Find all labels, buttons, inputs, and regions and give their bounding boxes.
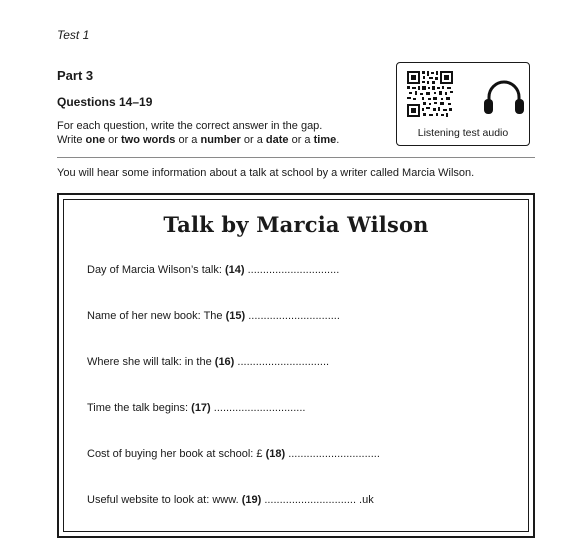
instruction-text: or	[105, 134, 121, 146]
question-label: Time the talk begins:	[87, 402, 189, 414]
question-label: Day of Marcia Wilson’s talk:	[87, 264, 222, 276]
question-16-item	[87, 356, 329, 368]
instruction-emphasis: time	[313, 134, 337, 146]
question-number: (14)	[224, 264, 245, 276]
answer-gap[interactable]: ..............................	[248, 310, 340, 322]
part-title: Part 3	[57, 68, 94, 83]
instruction-text: .	[336, 134, 340, 146]
question-label: Where she will talk: in the	[87, 356, 212, 368]
question-number: (15)	[225, 310, 246, 322]
instruction-emphasis: number	[200, 134, 241, 146]
question-19-item	[87, 494, 374, 506]
questions-range: Questions 14–19	[57, 95, 153, 109]
answer-gap[interactable]: ..............................	[237, 356, 330, 368]
section-divider	[57, 157, 535, 158]
question-17-item	[87, 402, 305, 414]
answer-gap[interactable]: ..............................	[247, 264, 340, 276]
question-15-item	[87, 310, 340, 322]
instruction-text: or a	[288, 134, 314, 146]
instruction-text: or a	[175, 134, 201, 146]
question-label: Useful website to look at: www.	[87, 494, 239, 506]
question-number: (18)	[265, 448, 286, 460]
audio-caption: Listening test audio	[417, 127, 509, 139]
notes-title: Talk by Marcia Wilson	[163, 212, 429, 237]
instruction-text: or a	[240, 134, 266, 146]
question-18-item	[87, 448, 380, 460]
question-number: (19)	[241, 494, 262, 506]
instruction-emphasis: one	[85, 134, 106, 146]
headphones-icon[interactable]	[481, 75, 527, 119]
question-suffix: .uk	[356, 494, 374, 506]
question-number: (16)	[214, 356, 235, 368]
qr-code-icon[interactable]	[407, 71, 453, 117]
test-label: Test 1	[57, 28, 90, 42]
listening-audio-box[interactable]	[396, 62, 530, 146]
question-number: (17)	[191, 402, 211, 414]
instruction-line-1: For each question, write the correct answer in the gap.	[57, 120, 323, 132]
intro-text: You will hear some information about a talk at school by a writer called Marcia Wilson.	[57, 167, 475, 179]
question-label: Name of her new book: The	[87, 310, 223, 322]
notes-box	[57, 193, 535, 538]
question-14-item	[87, 264, 339, 276]
question-label: Cost of buying her book at school: £	[87, 448, 263, 460]
instruction-text: Write	[57, 134, 86, 146]
answer-gap[interactable]: ..............................	[288, 448, 380, 460]
instruction-emphasis: two words	[121, 134, 176, 146]
answer-gap[interactable]: ..............................	[264, 494, 356, 506]
instruction-line-2	[57, 133, 339, 147]
instruction-emphasis: date	[265, 134, 289, 146]
answer-gap[interactable]: ..............................	[213, 402, 306, 414]
